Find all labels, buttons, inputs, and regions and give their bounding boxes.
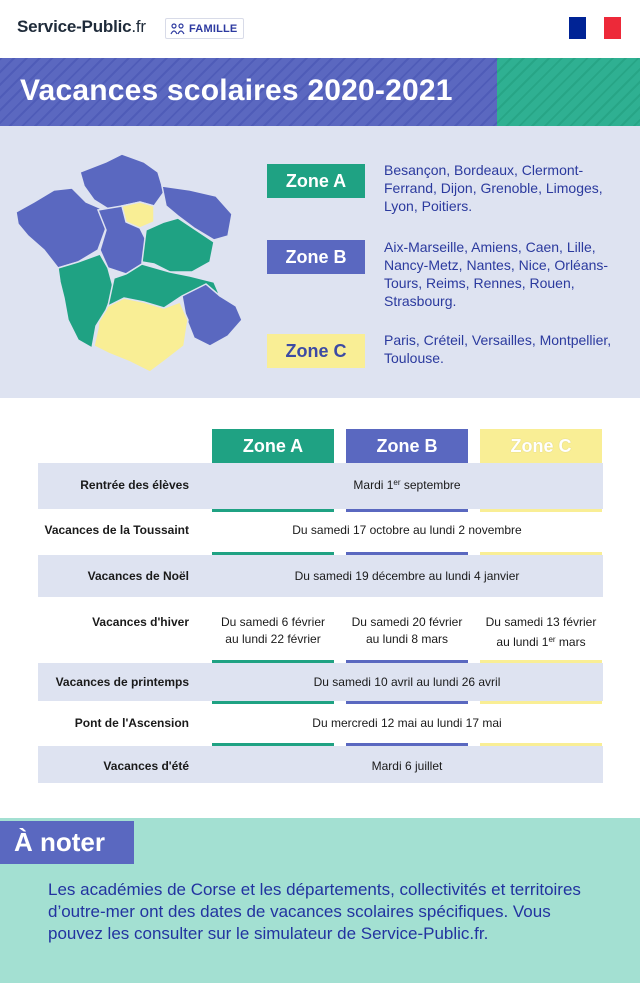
column-header-zone-c: Zone C xyxy=(480,429,602,463)
zone-c-badge: Zone C xyxy=(267,334,365,368)
zone-a-value xyxy=(212,614,334,648)
note-text: Les académies de Corse et les départements, collectivités et territoires d’outre-mer ont des dates de vacances scolaires spécifiques. Vous pouvez les consulter sur le simulateur de Service-Public.fr. xyxy=(48,880,581,943)
row-label: Pont de l'Ascension xyxy=(74,716,189,730)
zone-c-value-line2 xyxy=(480,631,602,651)
french-flag-logo xyxy=(569,17,621,39)
category-tag xyxy=(165,18,244,39)
table-row xyxy=(38,463,603,509)
zone-b-cities: Aix-Marseille, Amiens, Caen, Lille, Nancy-Metz, Nantes, Nice, Orléans-Tours, Reims, Rennes, Rouen, Strasbourg. xyxy=(384,239,609,309)
zone-a-cities: Besançon, Bordeaux, Clermont-Ferrand, Dijon, Grenoble, Limoges, Lyon, Poitiers. xyxy=(384,162,603,214)
title-accent xyxy=(497,58,640,126)
row-label: Vacances de la Toussaint xyxy=(44,523,189,537)
zone-c-value xyxy=(480,614,602,651)
row-label: Vacances d'hiver xyxy=(92,615,189,629)
row-value: Du samedi 19 décembre au lundi 4 janvier xyxy=(294,569,520,583)
row-label: Vacances de printemps xyxy=(55,675,189,689)
site-logo[interactable] xyxy=(17,17,146,37)
column-header-zone-a: Zone A xyxy=(212,429,334,463)
map-region-occitanie xyxy=(94,298,188,372)
zone-c-cities: Paris, Créteil, Versailles, Montpellier, Toulouse. xyxy=(384,332,612,366)
france-zones-map xyxy=(14,150,250,374)
zone-c-value-line1: Du samedi 13 février xyxy=(485,615,597,629)
zone-b-value xyxy=(346,614,468,648)
category-label: FAMILLE xyxy=(189,22,238,35)
row-value xyxy=(212,478,602,492)
note-heading: À noter xyxy=(0,821,134,864)
zone-c-value-superscript: er xyxy=(548,635,556,644)
table-row xyxy=(38,555,603,597)
brand-tld: .fr xyxy=(131,17,146,36)
zone-b-value-line1: Du samedi 20 février xyxy=(351,615,463,629)
zone-a-value-line2: au lundi 22 février xyxy=(225,632,321,646)
row-value: Du samedi 10 avril au lundi 26 avril xyxy=(313,675,501,689)
row-value-superscript: er xyxy=(393,478,401,487)
brand-name: Service-Public xyxy=(17,17,132,36)
table-row xyxy=(38,746,603,783)
zone-c-value-text: au lundi 1 xyxy=(496,635,549,649)
table-row xyxy=(38,512,603,552)
row-label: Vacances d'été xyxy=(103,759,189,773)
page-title: Vacances scolaires 2020-2021 xyxy=(20,74,453,107)
table-row xyxy=(38,663,603,701)
column-header-zone-b: Zone B xyxy=(346,429,468,463)
family-icon xyxy=(170,23,186,35)
row-value: Du samedi 17 octobre au lundi 2 novembre xyxy=(292,523,522,537)
table-row xyxy=(38,598,603,660)
row-value: Mardi 6 juillet xyxy=(371,759,443,773)
top-bar xyxy=(0,0,640,58)
row-label: Rentrée des élèves xyxy=(80,478,189,492)
zone-a-value-line1: Du samedi 6 février xyxy=(220,615,326,629)
zone-a-badge: Zone A xyxy=(267,164,365,198)
map-region-north xyxy=(80,154,164,210)
table-row xyxy=(38,704,603,743)
zone-b-value-line2: au lundi 8 mars xyxy=(365,632,449,646)
row-value: Du mercredi 12 mai au lundi 17 mai xyxy=(312,716,502,730)
row-label: Vacances de Noël xyxy=(87,569,189,583)
row-value-text-end: septembre xyxy=(400,478,461,492)
zone-c-value-text-end: mars xyxy=(555,635,586,649)
zone-b-badge: Zone B xyxy=(267,240,365,274)
row-value-text: Mardi 1 xyxy=(353,478,394,492)
